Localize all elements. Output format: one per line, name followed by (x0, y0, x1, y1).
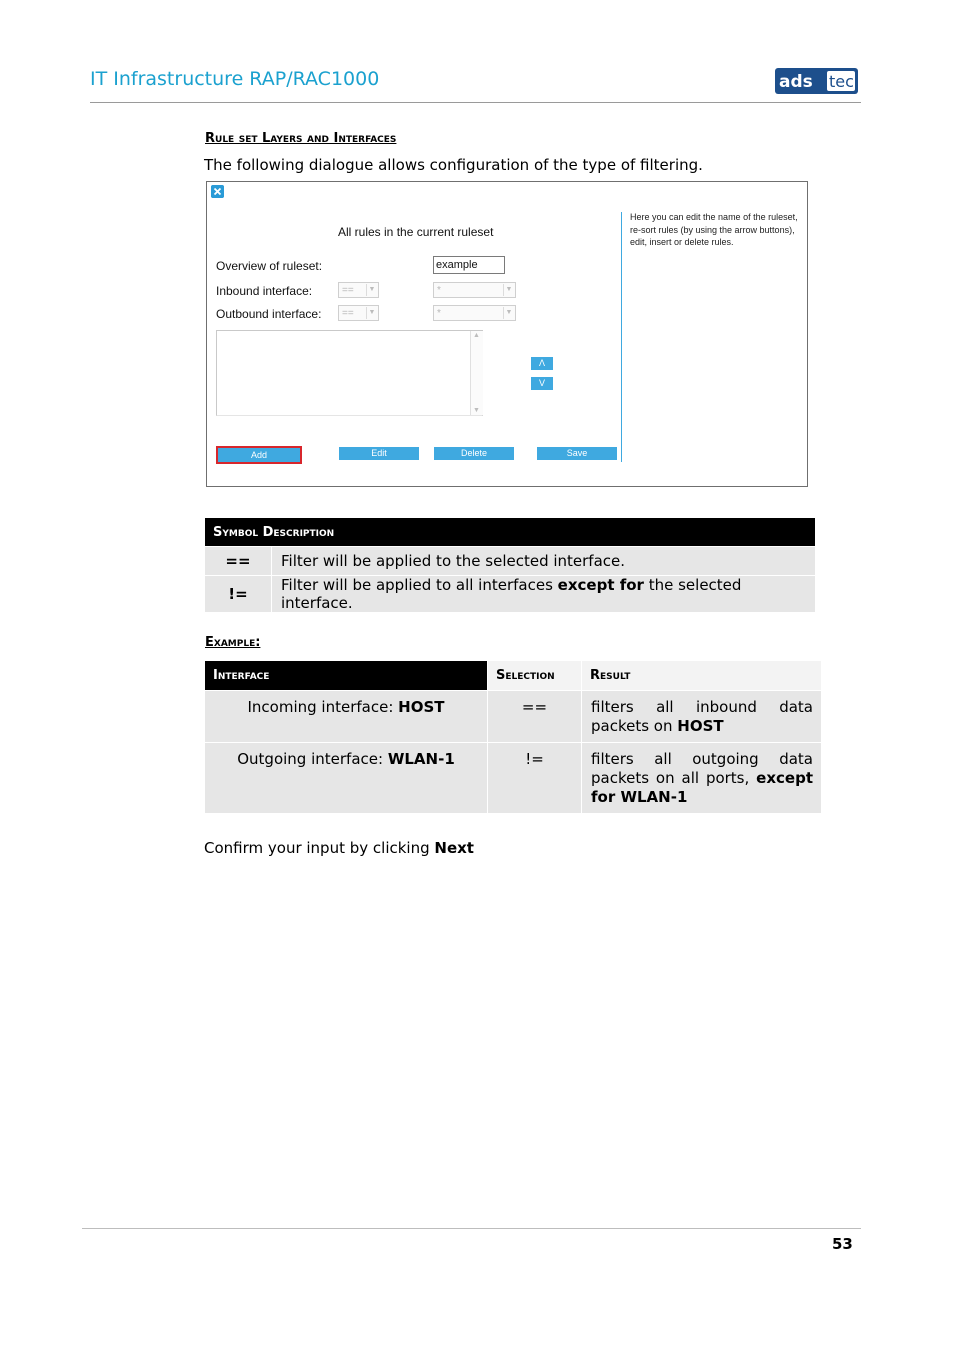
ruleset-dialog (206, 181, 808, 487)
symbol-cell: != (205, 576, 272, 613)
inbound-operator-select[interactable] (338, 282, 379, 298)
close-icon[interactable] (211, 185, 224, 198)
symbol-table-header: Symbol Description (205, 518, 815, 547)
help-text: Here you can edit the name of the ruleset, re-sort rules (by using the arrow buttons), edit, insert or delete rules. (630, 212, 798, 247)
section-heading-rule-set: Rule set Layers and Interfaces (205, 131, 397, 146)
description-cell (272, 576, 816, 613)
result-emphasis: except for WLAN-1 (591, 769, 813, 806)
chevron-down-icon: ▼ (366, 284, 377, 296)
table-row (205, 691, 821, 743)
result-text: filters all outgoing data packets on all ports, (591, 750, 813, 787)
selection-header: Selection (488, 661, 582, 691)
outbound-operator-select[interactable] (338, 305, 379, 321)
symbol-cell: == (205, 547, 272, 576)
inbound-operator-value: == (342, 285, 354, 296)
overview-label: Overview of ruleset: (216, 259, 323, 273)
result-text: filters all inbound data packets on (591, 698, 813, 735)
inbound-interface-select[interactable] (433, 282, 516, 298)
chevron-down-icon: ▼ (503, 284, 514, 296)
description-emphasis: except for (557, 576, 644, 594)
description-text: the selected interface. (281, 576, 742, 612)
move-down-button[interactable]: V (531, 377, 553, 390)
selection-cell: == (488, 691, 582, 743)
page-number: 53 (832, 1235, 853, 1253)
edit-button[interactable]: Edit (339, 447, 419, 460)
confirm-instruction (204, 839, 474, 857)
document-title: IT Infrastructure RAP/RAC1000 (90, 68, 380, 90)
outbound-label: Outbound interface: (216, 307, 322, 321)
table-row (205, 576, 815, 613)
section-heading-example: Example: (205, 635, 261, 650)
outbound-interface-value: * (437, 308, 441, 319)
delete-button[interactable]: Delete (434, 447, 514, 460)
example-table (205, 661, 821, 813)
rules-scrollbar[interactable] (470, 331, 483, 415)
rules-listbox[interactable] (216, 330, 483, 416)
help-divider (621, 212, 622, 462)
selection-cell: != (488, 743, 582, 814)
interface-cell (205, 743, 488, 814)
table-row (205, 743, 821, 814)
inbound-interface-value: * (437, 285, 441, 296)
outbound-interface-select[interactable] (433, 305, 516, 321)
add-button[interactable]: Add (216, 446, 302, 464)
interface-label: Incoming interface: (247, 698, 399, 716)
symbol-table (205, 518, 815, 612)
result-header: Result (582, 661, 822, 691)
description-cell: Filter will be applied to the selected interface. (272, 547, 816, 576)
result-emphasis: HOST (677, 717, 724, 735)
logo-text-ads: ads (779, 72, 813, 92)
dialog-caption: All rules in the current ruleset (338, 225, 494, 239)
outbound-operator-value: == (342, 308, 354, 319)
inbound-label: Inbound interface: (216, 284, 313, 298)
chevron-down-icon: ▼ (366, 307, 377, 319)
ads-tec-logo (775, 68, 858, 94)
scroll-down-icon: ▼ (473, 407, 480, 414)
intro-paragraph: The following dialogue allows configuration of the type of filtering. (204, 156, 703, 174)
table-row (205, 547, 815, 576)
scroll-up-icon: ▲ (473, 332, 480, 339)
footer-divider (82, 1228, 861, 1229)
logo-text-tec: tec (829, 72, 854, 91)
interface-header: Interface (205, 661, 488, 691)
interface-cell (205, 691, 488, 743)
ruleset-name-input[interactable]: example (433, 256, 505, 274)
chevron-down-icon: ▼ (503, 307, 514, 319)
interface-value: HOST (398, 698, 445, 716)
confirm-text: Confirm your input by clicking (204, 839, 435, 857)
move-up-button[interactable]: Λ (531, 357, 553, 370)
header-divider (90, 102, 861, 103)
description-text: Filter will be applied to all interfaces (281, 576, 558, 594)
interface-label: Outgoing interface: (237, 750, 388, 768)
interface-value: WLAN-1 (387, 750, 455, 768)
save-button[interactable]: Save (537, 447, 617, 460)
confirm-next-emphasis: Next (434, 839, 474, 857)
result-cell (582, 691, 822, 743)
result-cell (582, 743, 822, 814)
